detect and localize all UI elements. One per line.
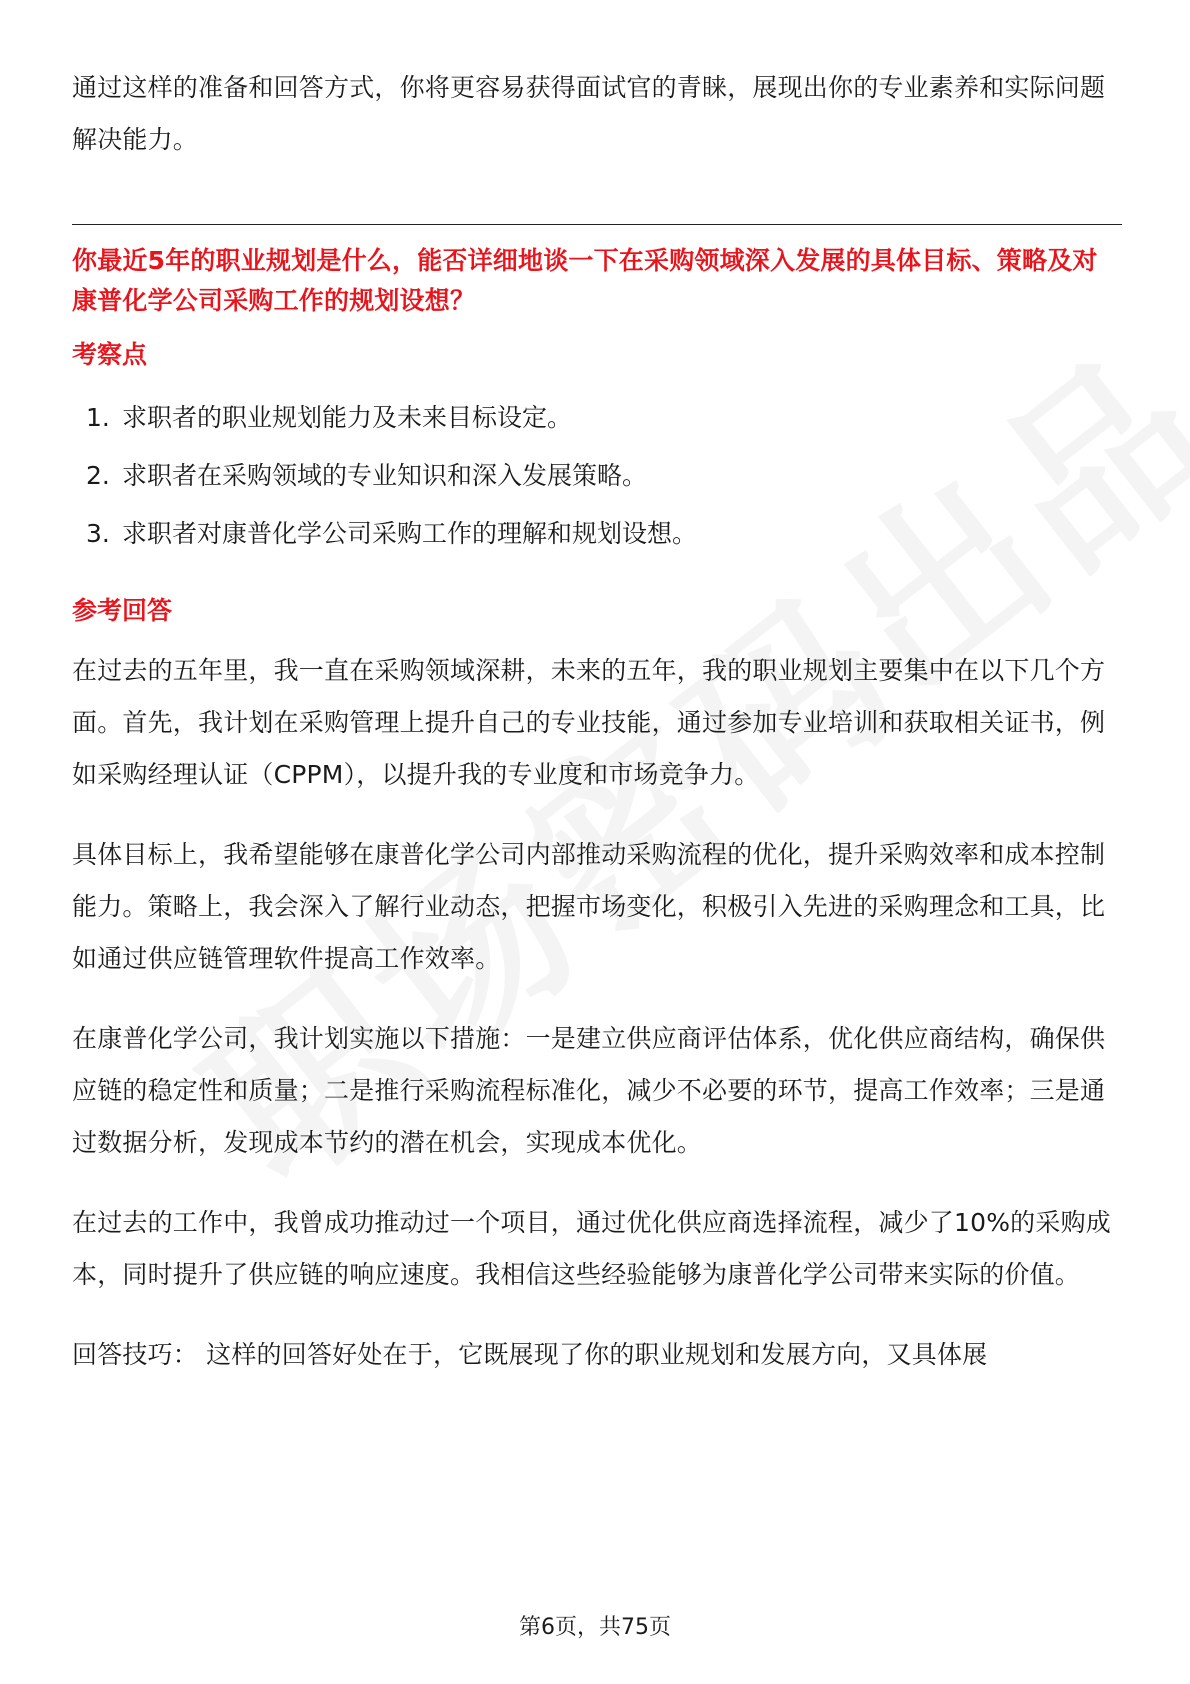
answer-paragraph: 在过去的五年里，我一直在采购领域深耕，未来的五年，我的职业规划主要集中在以下几个方面。首先，我计划在采购管理上提升自己的专业技能，通过参加专业培训和获取相关证书，例如采购经理认证（CPPM），以提升我的专业度和市场竞争力。: [72, 656, 1106, 789]
answer-body: [72, 645, 1122, 1381]
list-item-number: 3.: [86, 519, 110, 548]
focus-list: [72, 389, 1122, 563]
focus-heading: 考察点: [72, 340, 148, 369]
question-title: 你最近5年的职业规划是什么，能否详细地谈一下在采购领域深入发展的具体目标、策略及对康普化学公司采购工作的规划设想？: [72, 246, 1098, 315]
answer-paragraph: 在过去的工作中，我曾成功推动过一个项目，通过优化供应商选择流程，减少了10%的采购成本，同时提升了供应链的响应速度。我相信这些经验能够为康普化学公司带来实际的价值。: [72, 1208, 1111, 1289]
answer-paragraph: 具体目标上，我希望能够在康普化学公司内部推动采购流程的优化，提升采购效率和成本控制能力。策略上，我会深入了解行业动态，把握市场变化，积极引入先进的采购理念和工具，比如通过供应链管理软件提高工作效率。: [72, 840, 1106, 973]
list-item-number: 1.: [86, 403, 110, 432]
answer-tip-paragraph: 回答技巧： 这样的回答好处在于，它既展现了你的职业规划和发展方向，又具体展: [72, 1340, 988, 1369]
list-item: [72, 447, 1122, 505]
list-item: [72, 505, 1122, 563]
list-item-number: 2.: [86, 461, 110, 490]
list-item: [72, 389, 1122, 447]
page-content: [72, 62, 1122, 1409]
section-divider: [72, 224, 1122, 225]
page-number: 第6页，共75页: [519, 1615, 671, 1640]
intro-paragraph: 通过这样的准备和回答方式，你将更容易获得面试官的青睐，展现出你的专业素养和实际问题解决能力。: [72, 73, 1106, 154]
list-item-text: 求职者在采购领域的专业知识和深入发展策略。: [122, 461, 648, 490]
answer-heading: 参考回答: [72, 596, 173, 625]
list-item-text: 求职者对康普化学公司采购工作的理解和规划设想。: [122, 519, 698, 548]
answer-paragraph: 在康普化学公司，我计划实施以下措施：一是建立供应商评估体系，优化供应商结构，确保供应链的稳定性和质量；二是推行采购流程标准化，减少不必要的环节，提高工作效率；三是通过数据分析，发现成本节约的潜在机会，实现成本优化。: [72, 1024, 1106, 1157]
list-item-text: 求职者的职业规划能力及未来目标设定。: [122, 403, 573, 432]
